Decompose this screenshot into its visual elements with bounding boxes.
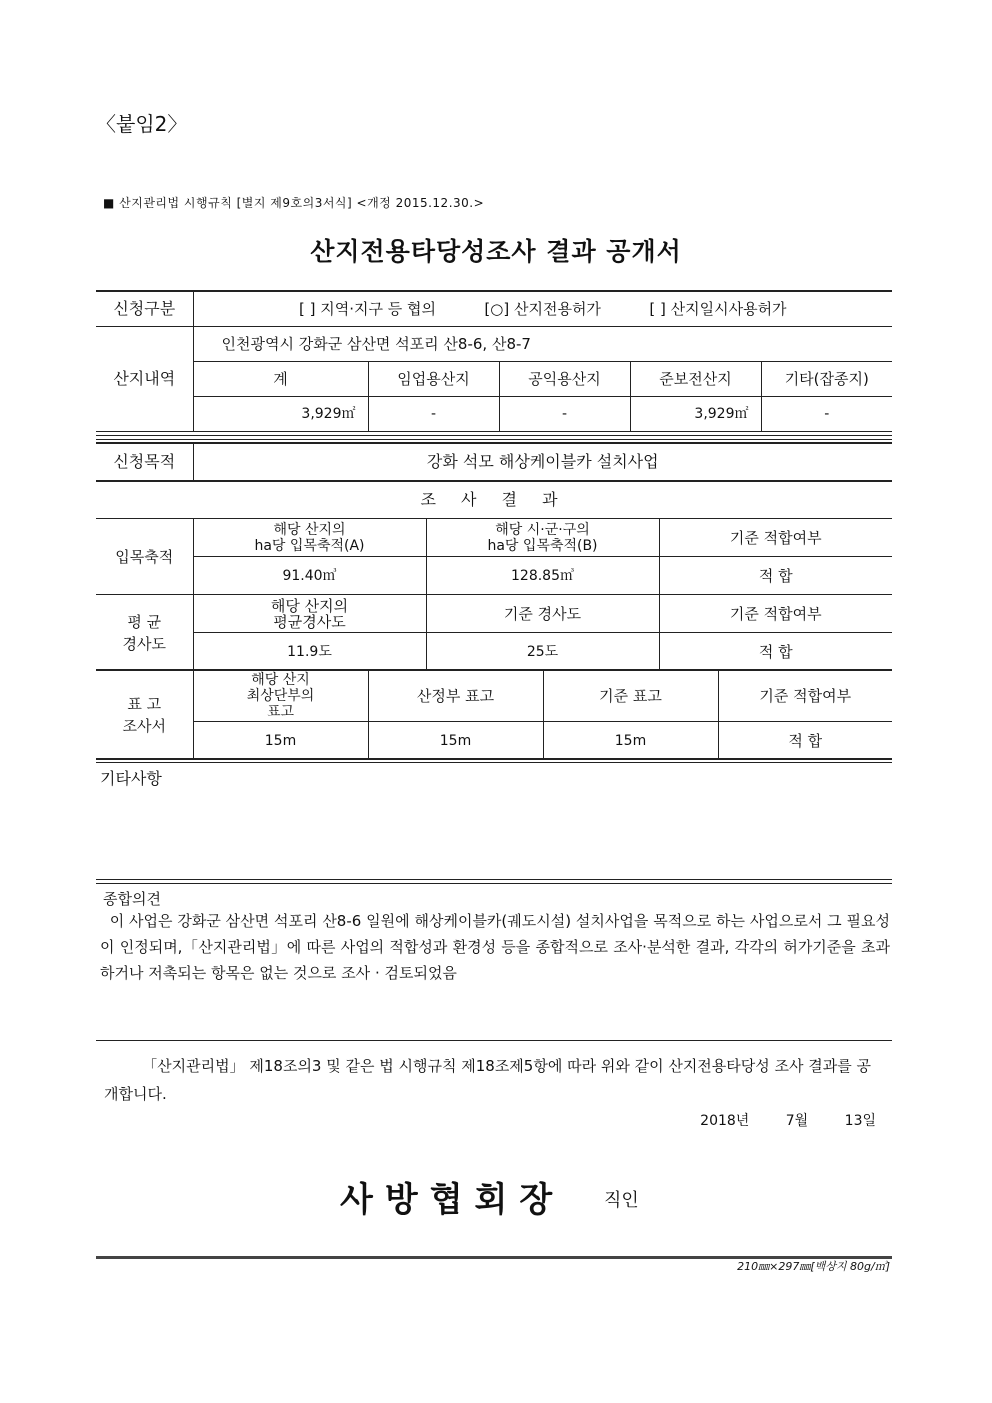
land-value-forestry: - [368, 397, 499, 432]
land-header-public: 공익용산지 [499, 362, 630, 397]
survey-results-table [96, 481, 892, 671]
land-header-total: 계 [193, 362, 368, 397]
land-value-total: 3,929㎡ [193, 397, 368, 432]
document-title: 산지전용타당성조사 결과 공개서 [310, 237, 682, 266]
slope-value-standard: 25도 [426, 633, 659, 671]
date-year: 2018년 [700, 1113, 750, 1129]
land-header-other: 기타(잡종지) [761, 362, 892, 397]
elevation-value-top: 15m [193, 722, 368, 760]
elevation-header-summit: 산정부 표고 [368, 670, 543, 722]
elevation-value-compliance: 적 합 [718, 722, 892, 760]
application-table [96, 290, 892, 432]
tree-header-site: 해당 산지의 ha당 입목축적(A) [193, 519, 426, 557]
land-value-public: - [499, 397, 630, 432]
elevation-table [96, 669, 892, 760]
option-temporary-use: [ ] 산지일시사용허가 [649, 299, 787, 318]
slope-label: 평 균 경사도 [96, 595, 193, 671]
divider [96, 879, 892, 884]
land-header-semi: 준보전산지 [630, 362, 761, 397]
land-value-other: - [761, 397, 892, 432]
tree-value-region: 128.85㎥ [426, 557, 659, 595]
option-region-consult: [ ] 지역·지구 등 협의 [298, 299, 436, 318]
application-type-options [193, 291, 892, 327]
tree-header-compliance: 기준 적합여부 [659, 519, 892, 557]
application-type-label: 신청구분 [96, 291, 193, 327]
land-address: 인천광역시 강화군 삼산면 석포리 산8-6, 산8-7 [193, 327, 892, 362]
option-conversion-permit: [○] 산지전용허가 [484, 299, 601, 318]
purpose-table [96, 442, 892, 481]
divider [96, 1040, 892, 1041]
slope-value-compliance: 적 합 [659, 633, 892, 671]
divider [96, 435, 892, 440]
elevation-header-compliance: 기준 적합여부 [718, 670, 892, 722]
land-header-forestry: 임업용산지 [368, 362, 499, 397]
elevation-label: 표 고 조사서 [96, 670, 193, 760]
other-notes-label: 기타사항 [100, 769, 162, 788]
tree-value-compliance: 적 합 [659, 557, 892, 595]
elevation-value-standard: 15m [543, 722, 718, 760]
elevation-header-standard: 기준 표고 [543, 670, 718, 722]
survey-results-header: 조 사 결 과 [96, 482, 892, 519]
divider [96, 758, 892, 763]
elevation-header-top: 해당 산지 최상단부의 표고 [193, 670, 368, 722]
land-value-semi: 3,929㎡ [630, 397, 761, 432]
tree-volume-label: 입목축적 [96, 519, 193, 595]
date-month: 7월 [785, 1113, 809, 1129]
overall-opinion-label: 종합의견 [103, 890, 161, 908]
issue-date [0, 1110, 876, 1130]
attachment-label: 〈붙임2〉 [96, 112, 188, 136]
slope-value-site: 11.9도 [193, 633, 426, 671]
elevation-value-summit: 15m [368, 722, 543, 760]
land-details-label: 산지내역 [96, 327, 193, 432]
slope-header-site: 해당 산지의 평균경사도 [193, 595, 426, 633]
slope-header-standard: 기준 경사도 [426, 595, 659, 633]
slope-header-compliance: 기준 적합여부 [659, 595, 892, 633]
official-seal-label: 직인 [604, 1190, 639, 1211]
paper-spec: 210㎜×297㎜[백상지 80g/㎡] [737, 1260, 890, 1273]
form-reference: ■ 산지관리법 시행규칙 [별지 제9호의3서식] <개정 2015.12.30.> [103, 196, 485, 210]
tree-header-region: 해당 시·군·구의 ha당 입목축적(B) [426, 519, 659, 557]
tree-value-site: 91.40㎥ [193, 557, 426, 595]
disclosure-notice: 「산지관리법」 제18조의3 및 같은 법 시행규칙 제18조제5항에 따라 위와 같이 산지전용타당성 조사 결과를 공개합니다. [104, 1057, 872, 1103]
signer-name: 사방협회장 [340, 1180, 565, 1220]
purpose-label: 신청목적 [96, 443, 193, 481]
overall-opinion-text: 이 사업은 강화군 삼산면 석포리 산8-6 일원에 해상케이블카(궤도시설) 설치사업을 목적으로 하는 사업으로서 그 필요성이 인정되며,「산지관리법」에 따른 사업의 적합성과 환경성 등을 종합적으로 조사·분석한 결과, 각각의 허가기준을 초과하거나 저촉되는 항목은 없는 것으로 조사 · 검토되었음 [100, 912, 890, 982]
purpose-value: 강화 석모 해상케이블카 설치사업 [193, 443, 892, 481]
date-day: 13일 [844, 1113, 876, 1129]
